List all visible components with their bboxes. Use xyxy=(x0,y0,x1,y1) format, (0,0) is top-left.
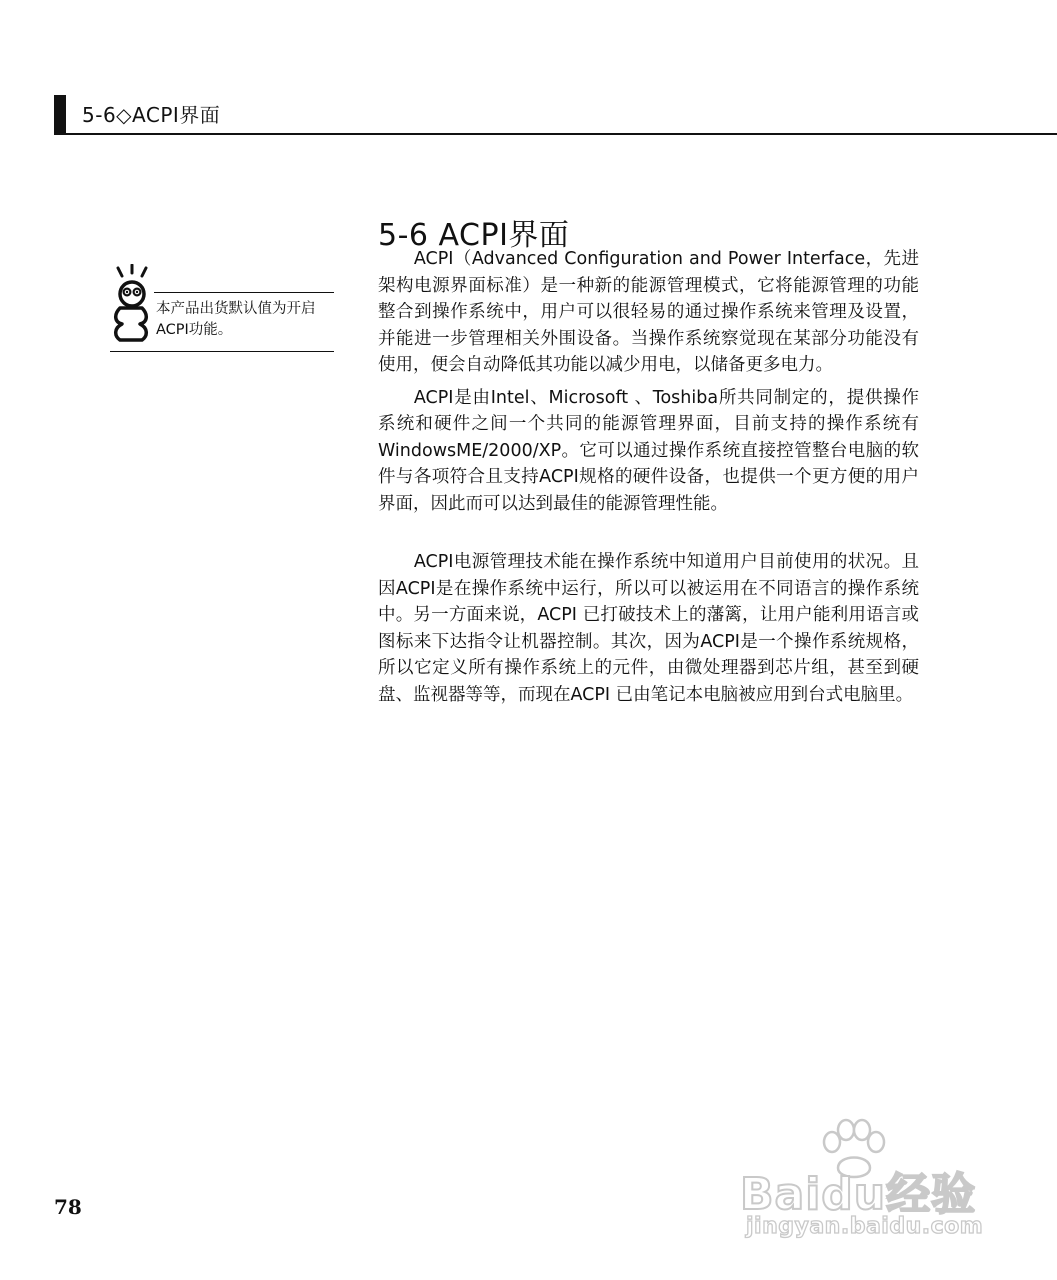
note-text: 本产品出货默认值为开启ACPI功能。 xyxy=(156,301,316,338)
body-text xyxy=(378,246,919,708)
section-title: 5-6 ACPI界面 xyxy=(378,218,570,254)
paragraph-3: ACPI电源管理技术能在操作系统中知道用户目前使用的状况。且因ACPI是在操作系统中运行，所以可以被运用在不同语言的操作系统中。另一方面来说，ACPI 已打破技术上的藩篱，让用户能利用语言或图标来下达指令让机器控制。其次，因为ACPI是一个操作系统规格，所以它定义所有操作系统上的元件，由微处理器到芯片组，甚至到硬盘、监视器等等，而现在ACPI 已由笔记本电脑被应用到台式电脑里。 xyxy=(378,552,919,705)
running-title: 5-6◇ACPI界面 xyxy=(82,103,221,127)
page-number: 78 xyxy=(54,1195,82,1219)
watermark-url: jingyan.baidu.com xyxy=(746,1214,984,1239)
baidu-watermark xyxy=(740,1118,1000,1238)
paragraph-2: ACPI是由Intel、Microsoft 、Toshiba所共同制定的，提供操作系统和硬件之间一个共同的能源管理界面，目前支持的操作系统有WindowsME/2000/XP。它可以通过操作系统直接控管整台电脑的软件与各项符合且支持ACPI规格的硬件设备，也提供一个更方便的用户界面，因此而可以达到最佳的能源管理性能。 xyxy=(378,387,919,514)
note-divider-top xyxy=(154,292,334,293)
tip-mascot-icon xyxy=(110,264,154,344)
sidebar-note xyxy=(110,264,334,354)
header-marker-bar xyxy=(54,95,66,133)
paragraph-1: ACPI（Advanced Configuration and Power Interface，先进架构电源界面标准）是一种新的能源管理模式，它将能源管理的功能整合到操作系统中，用户可以很轻易的通过操作系统来管理及设置，并能进一步管理相关外围设备。当操作系统察觉现在某部分功能没有使用，便会自动降低其功能以减少用电，以储备更多电力。 xyxy=(378,249,919,375)
note-divider-bottom xyxy=(110,351,334,352)
running-header xyxy=(54,93,1057,135)
baidu-logo-text: Baidu经验 xyxy=(740,1169,977,1220)
